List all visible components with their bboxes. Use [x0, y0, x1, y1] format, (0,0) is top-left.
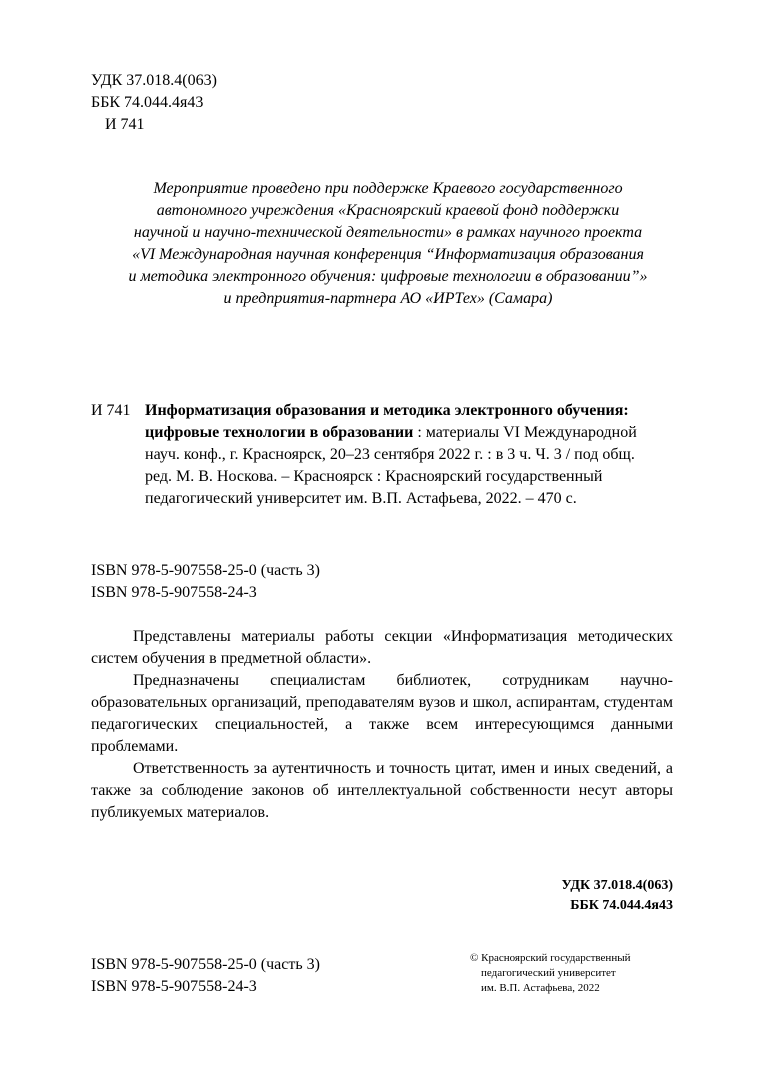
classification-codes — [91, 70, 217, 136]
description-paragraph: Предназначены специалистам библиотек, сотрудникам научно-образовательных организаций, преподавателям вузов и школ, аспирантам, студентам педагогических специальностей, а также всем интересующимся данными проблемами. — [91, 672, 673, 755]
isbn-general-bottom: ISBN 978-5-907558-24-3 — [91, 978, 257, 995]
classification-codes-right — [460, 876, 673, 916]
support-line: и предприятия-партнера АО «ИРТех» (Самара) — [223, 290, 553, 307]
support-note — [88, 178, 688, 310]
description-paragraph: Представлены материалы работы секции «Информатизация методических систем обучения в предметной области». — [91, 628, 673, 667]
support-line: Мероприятие проведено при поддержке Краевого государственного — [153, 180, 623, 197]
copyright-notice — [470, 951, 630, 996]
bbk-code: ББК 74.044.4я43 — [91, 94, 204, 111]
udk-code: УДК 37.018.4(063) — [91, 72, 217, 89]
udk-code-bold: УДК 37.018.4(063) — [561, 878, 673, 893]
entry-body — [145, 400, 681, 510]
entry-code: И 741 — [91, 402, 131, 419]
entry-title-line2: цифровые технологии в образовании — [145, 424, 414, 441]
support-line: «VI Международная научная конференция “Информатизация образования — [132, 246, 644, 263]
entry-line5: педагогический университет им. В.П. Астафьева, 2022. – 470 с. — [145, 490, 577, 507]
copyright-line1: © Красноярский государственный — [470, 952, 631, 964]
isbn-part3-bottom: ISBN 978-5-907558-25-0 (часть 3) — [91, 956, 320, 973]
isbn-block — [91, 560, 320, 604]
entry-subtitle: : материалы VI Международной — [413, 424, 637, 441]
entry-title-line1: Информатизация образования и методика электронного обучения: — [145, 402, 629, 419]
description-paragraph: Ответственность за аутентичность и точность цитат, имен и иных сведений, а также за соблюдение законов об интеллектуальной собственности несут авторы публикуемых материалов. — [91, 760, 673, 821]
isbn-general: ISBN 978-5-907558-24-3 — [91, 584, 257, 601]
description — [91, 626, 673, 824]
isbn-block-bottom — [91, 954, 320, 998]
entry-line4: ред. М. В. Носкова. – Красноярск : Красноярский государственный — [145, 468, 603, 485]
bbk-code-bold: ББК 74.044.4я43 — [570, 898, 673, 913]
bibliographic-entry — [91, 400, 681, 510]
copyright-line3: им. В.П. Астафьева, 2022 — [481, 982, 600, 994]
support-line: научной и научно-технической деятельности» в рамках научного проекта — [133, 224, 643, 241]
support-line: автономного учреждения «Красноярский краевой фонд поддержки — [156, 202, 620, 219]
copyright-line2: педагогический университет — [481, 967, 616, 979]
support-line: и методика электронного обучения: цифровые технологии в образовании”» — [128, 268, 648, 285]
author-sign: И 741 — [105, 116, 145, 133]
isbn-part3: ISBN 978-5-907558-25-0 (часть 3) — [91, 562, 320, 579]
entry-line3: науч. конф., г. Красноярск, 20–23 сентября 2022 г. : в 3 ч. Ч. 3 / под общ. — [145, 446, 635, 463]
